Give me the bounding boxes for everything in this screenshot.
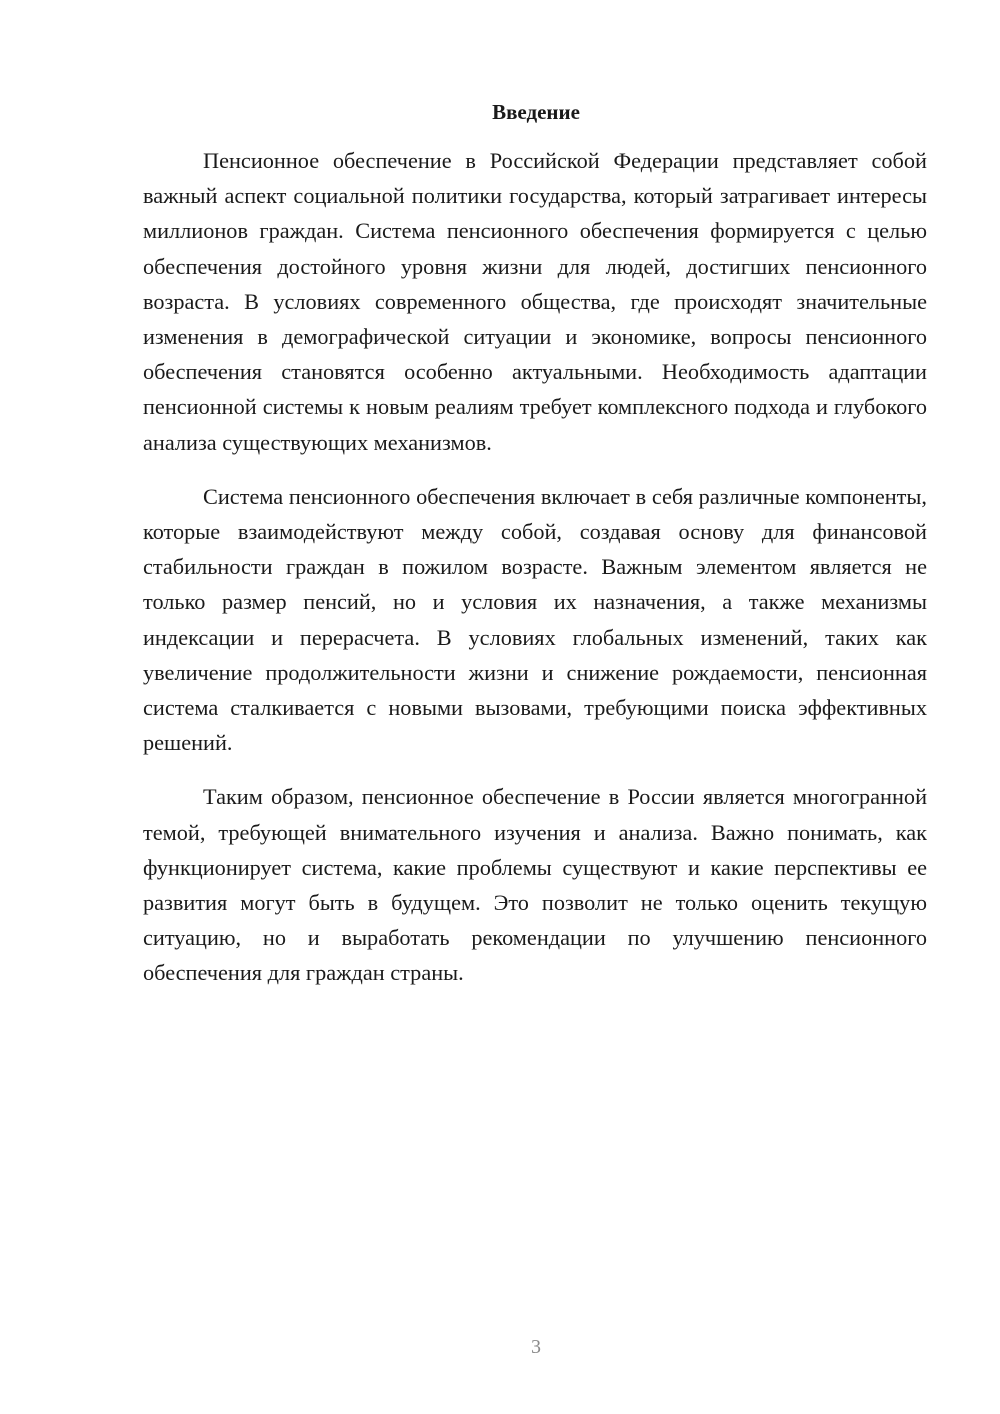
paragraph-1: Пенсионное обеспечение в Российской Федерации представляет собой важный аспект социальной политики государства, который затрагивает интересы миллионов граждан. Система пенсионного обеспечения формируется с целью обеспечения достойного уровня жизни для людей, достигших пенсионного возраста. В условиях современного общества, где происходят значительные изменения в демографической ситуации и экономике, вопросы пенсионного обеспечения становятся особенно актуальными. Необходимость адаптации пенсионной системы к новым реалиям требует комплексного подхода и глубокого анализа существующих механизмов.: [143, 148, 927, 455]
page-title: Введение: [492, 100, 580, 124]
paragraph-2: Система пенсионного обеспечения включает в себя различные компоненты, которые взаимодействуют между собой, создавая основу для финансовой стабильности граждан в пожилом возрасте. Важным элементом является не только размер пенсий, но и условия их назначения, а также механизмы индексации и перерасчета. В условиях глобальных изменений, таких как увеличение продолжительности жизни и снижение рождаемости, пенсионная система сталкивается с новыми вызовами, требующими поиска эффективных решений.: [143, 483, 927, 756]
paragraph-3: Таким образом, пенсионное обеспечение в России является многогранной темой, требующей внимательного изучения и анализа. Важно понимать, как функционирует система, какие проблемы существуют и какие перспективы ее развития могут быть в будущем. Это позволит не только оценить текущую ситуацию, но и выработать рекомендации по улучшению пенсионного обеспечения для граждан страны.: [143, 784, 927, 986]
page-number: 3: [531, 1336, 541, 1358]
document-body: [143, 143, 927, 1010]
